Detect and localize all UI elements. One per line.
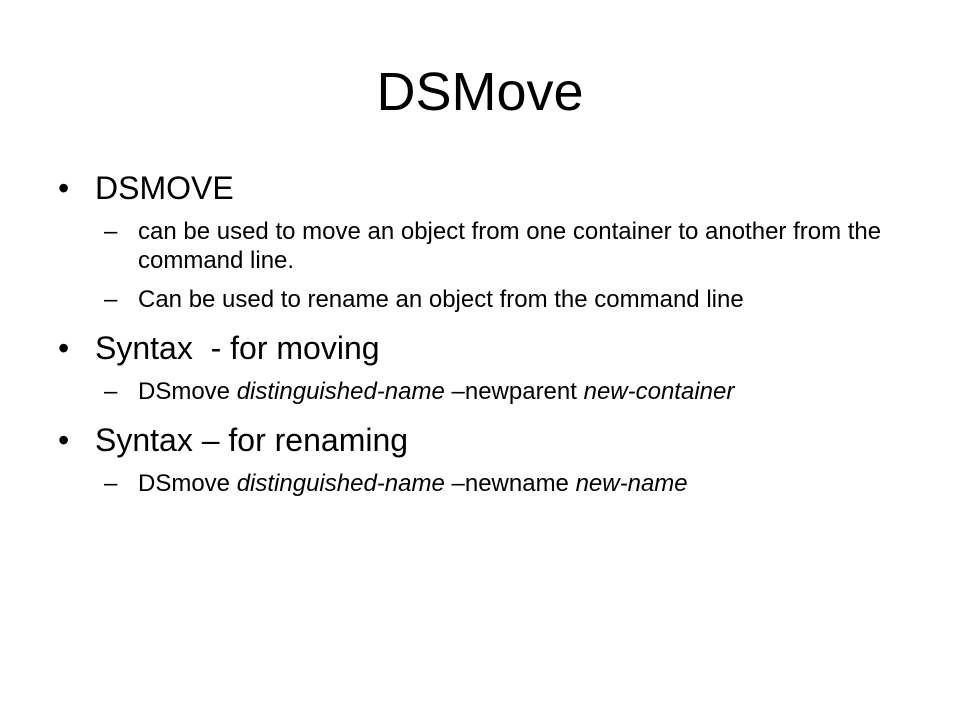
- syntax-argument: distinguished-name: [236, 378, 445, 405]
- sub-bullet-syntax-moving: [58, 377, 908, 406]
- syntax-flag: –newparent: [444, 378, 584, 405]
- syntax-argument: distinguished-name: [236, 470, 445, 497]
- dash-icon: –: [104, 286, 118, 313]
- bullet-dsmove: [58, 168, 908, 208]
- sub-bullet-text: can be used to move an object from one container to another from the command line.: [138, 218, 882, 274]
- slide-body: [58, 168, 908, 508]
- sub-bullet-text: Can be used to rename an object from the command line: [138, 286, 744, 313]
- slide-title: DSMove: [376, 62, 584, 122]
- syntax-argument: new-name: [575, 470, 688, 497]
- bullet-icon: •: [58, 330, 70, 366]
- bullet-text: Syntax - for moving: [95, 330, 380, 366]
- syntax-command: DSmove: [138, 378, 237, 405]
- bullet-syntax-moving: [58, 328, 908, 368]
- sub-bullet-move-description: [58, 217, 908, 275]
- syntax-flag: –newname: [444, 470, 576, 497]
- dash-icon: –: [104, 378, 118, 405]
- bullet-icon: •: [58, 170, 70, 206]
- bullet-text: DSMOVE: [95, 170, 234, 206]
- bullet-text: Syntax – for renaming: [95, 422, 409, 458]
- bullet-syntax-renaming: [58, 420, 908, 460]
- dash-icon: –: [104, 470, 118, 497]
- bullet-icon: •: [58, 422, 70, 458]
- syntax-argument: new-container: [583, 378, 735, 405]
- sub-bullet-rename-description: [58, 285, 908, 314]
- syntax-command: DSmove: [138, 470, 237, 497]
- dash-icon: –: [104, 218, 118, 245]
- sub-bullet-syntax-renaming: [58, 469, 908, 498]
